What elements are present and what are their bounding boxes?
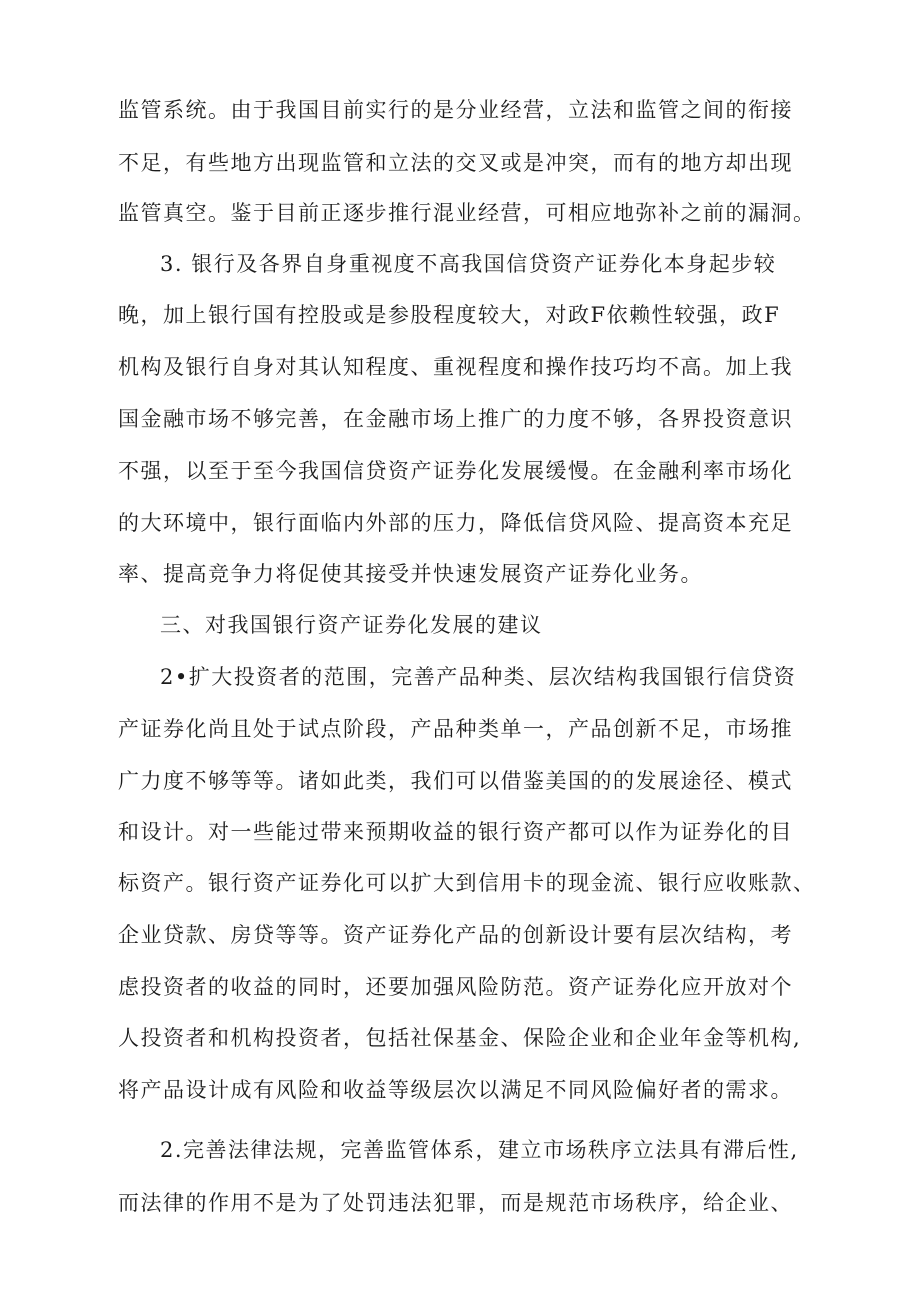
text-line: 虑投资者的收益的同时，还要加强风险防范。资产证券化应开放对个 [118, 975, 793, 999]
text-line: 和设计。对一些能过带来预期收益的银行资产都可以作为证券化的目 [118, 820, 793, 844]
text-line: 将产品设计成有风险和收益等级层次以满足不同风险偏好者的需求。 [118, 1078, 793, 1102]
text-line: 率、提高竞争力将促使其接受并快速发展资产证券化业务。 [118, 562, 703, 586]
section-heading: 三、对我国银行资产证券化发展的建议 [160, 613, 543, 637]
text-line: 人投资者和机构投资者，包括社保基金、保险企业和企业年金等机构, [118, 1026, 802, 1050]
text-line: 监管系统。由于我国目前实行的是分业经营，立法和监管之间的衔接 [118, 98, 793, 122]
text-line: 不足，有些地方出现监管和立法的交叉或是冲突，而有的地方却出现 [118, 151, 793, 175]
text-line: 的大环境中，银行面临内外部的压力，降低信贷风险、提高资本充足 [118, 511, 793, 535]
text-line: 而法律的作用不是为了处罚违法犯罪，而是规范市场秩序，给企业、 [118, 1191, 793, 1215]
text-line: 3. 银行及各界自身重视度不高我国信贷资产证券化本身起步较 [160, 252, 777, 276]
text-line: 晚，加上银行国有控股或是参股程度较大，对政F依赖性较强，政F [118, 303, 781, 327]
text-line: 不强，以至于至今我国信贷资产证券化发展缓慢。在金融利率市场化 [118, 459, 793, 483]
text-line: 标资产。银行资产证券化可以扩大到信用卡的现金流、银行应收账款、 [118, 871, 816, 895]
text-line: 监管真空。鉴于目前正逐步推行混业经营，可相应地弥补之前的漏洞。 [118, 201, 816, 225]
text-line: 机构及银行自身对其认知程度、重视程度和操作技巧均不高。加上我 [118, 355, 793, 379]
text-line: 2•扩大投资者的范围，完善产品种类、层次结构我国银行信贷资 [160, 665, 797, 689]
text-line: 企业贷款、房贷等等。资产证券化产品的创新设计要有层次结构，考 [118, 923, 793, 947]
text-line: 国金融市场不够完善，在金融市场上推广的力度不够，各界投资意识 [118, 407, 793, 431]
text-line: 广力度不够等等。诸如此类，我们可以借鉴美国的的发展途径、模式 [118, 769, 793, 793]
text-line: 2.完善法律法规，完善监管体系，建立市场秩序立法具有滞后性, [160, 1138, 799, 1162]
text-line: 产证券化尚且处于试点阶段，产品种类单一，产品创新不足，市场推 [118, 717, 793, 741]
